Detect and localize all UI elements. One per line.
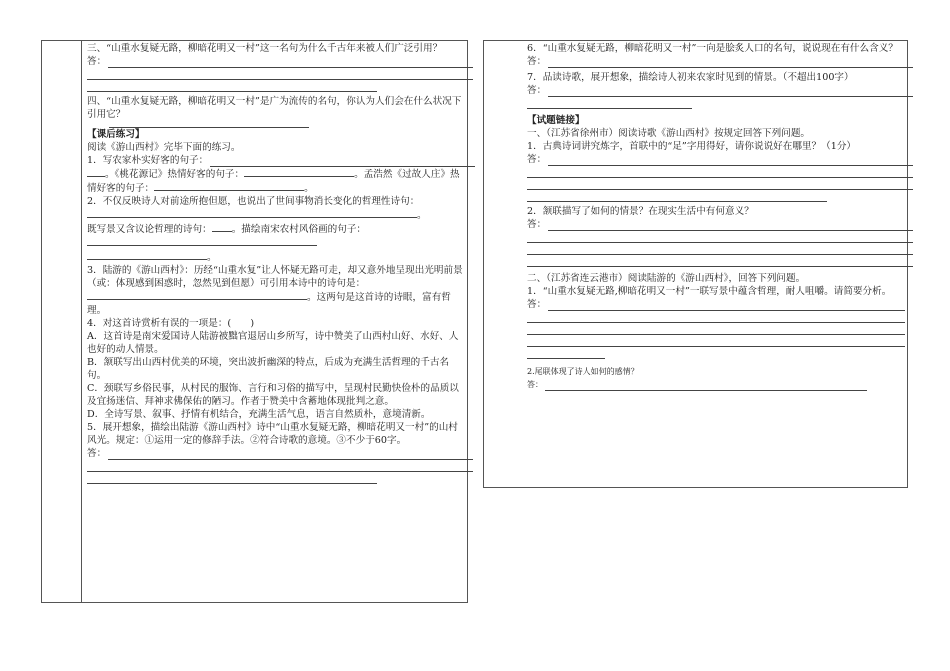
answer-line[interactable]	[154, 181, 304, 191]
exercise-intro: 阅读《游山西村》完毕下面的练习。	[87, 142, 241, 153]
answer-line[interactable]	[527, 190, 827, 202]
part-2-question-2: 2.尾联体现了诗人如何的感情？	[527, 367, 639, 376]
exercise-2-text: 。	[417, 210, 427, 221]
part-2-intro: 二、（江苏省连云港市）阅读陆游的《游山西村》，回答下列问题。	[527, 273, 806, 284]
answer-label: 答：	[527, 56, 547, 67]
answer-line[interactable]	[548, 156, 913, 166]
part-1-intro: 一、（江苏省徐州市）阅读诗歌《游山西村》按规定回答下列问题。	[527, 128, 811, 139]
option-b[interactable]: B．颔联写出山西村优美的环境，突出波折幽深的特点，后成为充满生活哲理的千古名句。	[87, 357, 450, 381]
option-d[interactable]: D．全诗写景、叙事、抒情有机结合，充满生活气息，语言自然质朴，意境清新。	[87, 409, 431, 420]
left-content	[87, 42, 465, 484]
answer-line[interactable]	[87, 68, 473, 80]
exercise-1-text: 1．写农家朴实好客的句子：	[87, 155, 209, 166]
exercise-2-text: 。	[207, 252, 217, 263]
exercise-5: 5．展开想象，描绘出陆游《游山西村》诗中“山重水复疑无路，柳暗花明又一村”的山村风光。规定：①运用一定的修辞手法。②符合诗歌的意境。③不少于60字。	[87, 422, 458, 446]
answer-label: 答：	[527, 299, 547, 310]
answer-line[interactable]	[108, 450, 473, 460]
left-worksheet-panel	[41, 40, 468, 603]
answer-line[interactable]	[87, 236, 317, 246]
answer-line[interactable]	[527, 97, 692, 109]
answer-line[interactable]	[527, 323, 905, 335]
answer-line[interactable]	[527, 243, 913, 255]
answer-line[interactable]	[87, 290, 307, 300]
answer-line[interactable]	[527, 178, 913, 190]
answer-label: 答：	[527, 154, 547, 165]
exercise-4: 4．对这首诗赏析有误的一项是：( )	[87, 318, 255, 329]
answer-line[interactable]	[548, 58, 913, 68]
exercise-3-text: 3．陆游的《游山西村》：历经“山重水复”让人怀疑无路可走，却又意外地呈现出光明前景（或：体现感到困惑时，忽然见到但愿）可引用本诗中的诗句是：	[87, 265, 463, 289]
exercise-1-text: 。孟浩然《过故人庄》热情好客的句子：	[87, 169, 460, 194]
answer-line[interactable]	[545, 383, 867, 391]
right-content	[527, 42, 905, 391]
answer-line[interactable]	[244, 167, 354, 177]
answer-line[interactable]	[87, 80, 377, 92]
answer-line[interactable]	[527, 311, 905, 323]
section-title-links: 【试题链接】	[527, 115, 585, 126]
answer-line[interactable]	[527, 166, 913, 178]
answer-line[interactable]	[527, 231, 913, 243]
answer-line[interactable]	[527, 255, 913, 267]
part-1-question-2: 2．颔联描写了如何的情景？在现实生活中有何意义？	[527, 206, 754, 217]
answer-line[interactable]	[212, 222, 232, 232]
exercise-1-text: 。	[304, 183, 314, 194]
answer-line[interactable]	[87, 460, 473, 472]
answer-label: 答：	[527, 380, 543, 389]
answer-label: 答：	[527, 85, 547, 96]
answer-line[interactable]	[87, 167, 105, 177]
question-4: 四、“山重水复疑无路，柳暗花明又一村”是广为流传的名句，你认为人们会在什么状况下引用它？	[87, 96, 462, 120]
right-worksheet-panel	[483, 40, 908, 488]
option-a[interactable]: A．这首诗是南宋爱国诗人陆游被黜官退居山乡所写，诗中赞美了山西村山好、水好、人也好的动人情景。	[87, 331, 459, 355]
answer-line[interactable]	[108, 58, 473, 68]
answer-line[interactable]	[210, 157, 475, 167]
question-6: 6．“山重水复疑无路，柳暗花明又一村”一向是脍炙人口的名句，说说现在有什么含义？	[527, 43, 898, 54]
answer-label: 答：	[87, 448, 107, 459]
answer-label: 答：	[527, 219, 547, 230]
answer-line[interactable]	[548, 301, 905, 311]
exercise-3-text: 。这两句是这首诗的诗眼，富有哲理。	[87, 292, 451, 316]
left-margin-column	[42, 41, 82, 602]
exercise-1-text: 。《桃花源记》热情好客的句子：	[105, 169, 245, 180]
question-3: 三、“山重水复疑无路，柳暗花明又一村”这一名句为什么千古年来被人们广泛引用？	[87, 43, 443, 54]
answer-line[interactable]	[527, 347, 605, 359]
part-1-question-1: 1．古典诗词讲究炼字，首联中的“足”字用得好，请你说说好在哪里？（1分）	[527, 141, 857, 152]
answer-line[interactable]	[548, 221, 913, 231]
answer-label: 答：	[87, 56, 107, 67]
answer-line[interactable]	[87, 250, 207, 260]
part-2-question-1: 1．“山重水复疑无路,柳暗花明又一村”一联写景中蕴含哲理，耐人咀嚼。请简要分析。	[527, 286, 892, 297]
exercise-2-text: 。描绘南宋农村风俗画的句子：	[231, 224, 367, 235]
exercise-2-text: 2．不仅反映诗人对前途所抱但愿，也说出了世间事物消长变化的哲理性诗句：	[87, 196, 420, 207]
answer-line[interactable]	[87, 472, 377, 484]
exercise-2-text: 既写景又含议论哲理的诗句：	[87, 224, 212, 235]
answer-line[interactable]	[527, 335, 905, 347]
answer-line[interactable]	[548, 87, 913, 97]
answer-line[interactable]	[87, 208, 417, 218]
answer-line[interactable]	[109, 121, 309, 128]
section-title-exercises: 【课后练习】	[87, 129, 145, 140]
option-c[interactable]: C．颈联写乡俗民事，从村民的服饰、言行和习俗的描写中，呈现村民勤快俭朴的品质以及宜扬迷信、拜神求佛保佑的陋习。作者于赞美中含蓄地体现批判之意。	[87, 383, 459, 407]
question-7: 7．品读诗歌，展开想象，描绘诗人初来农家时见到的情景。（不超出100字）	[527, 72, 854, 83]
